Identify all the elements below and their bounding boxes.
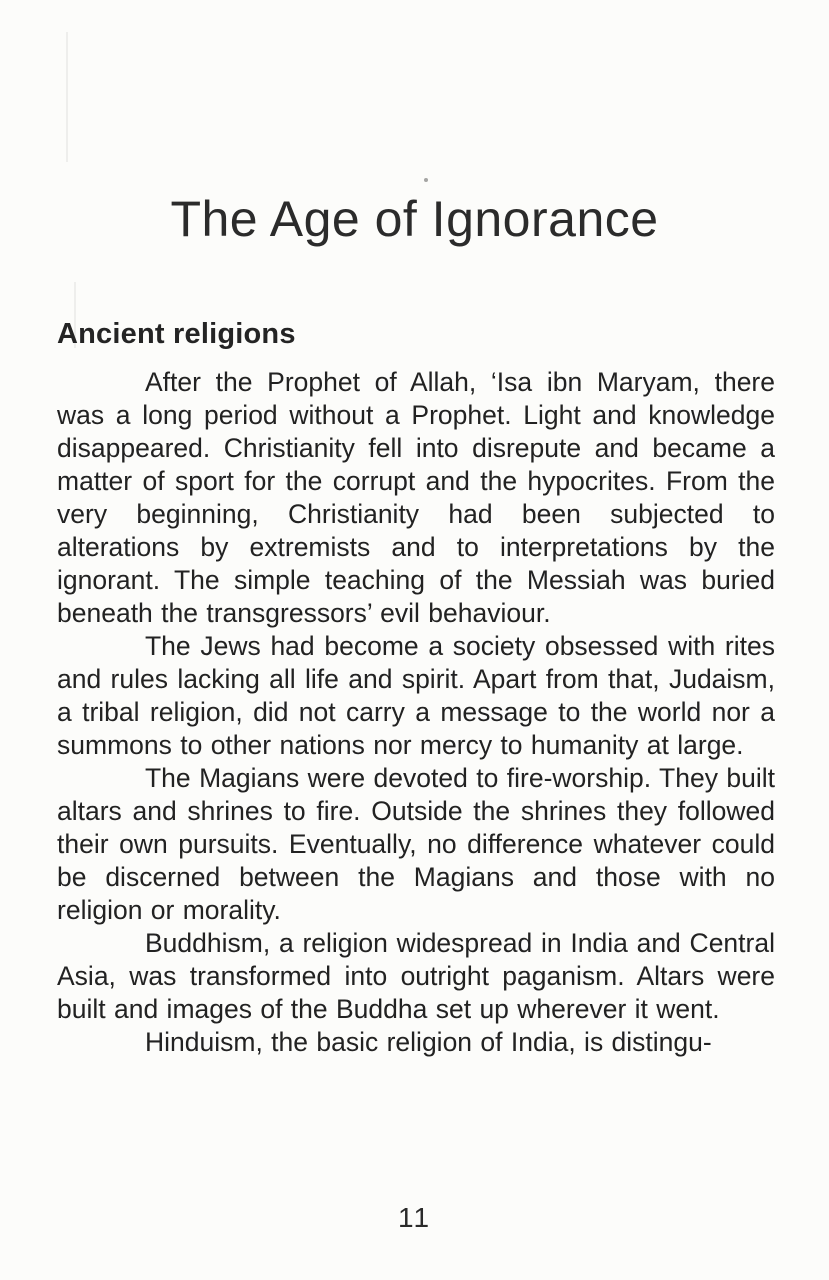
paragraph: Hinduism, the basic religion of India, is distingu- (145, 1027, 712, 1057)
page-number: 11 (397, 1202, 432, 1233)
section-heading: Ancient religions (57, 318, 296, 350)
paragraph: The Magians were devoted to fire-worship. They built altars and shrines to fire. Outside the shrines they followed their own pursuits. Eventually, no difference whatever could be discerned between the Magians and those with no religion or morality. (57, 763, 775, 925)
chapter-title: The Age of Ignorance (170, 191, 659, 247)
scan-artifact (424, 178, 428, 182)
paragraph: After the Prophet of Allah, ‘Isa ibn Maryam, there was a long period without a Prophet. Light and knowledge disappeared. Christianity fell into disrepute and became a matter of sport for the corrupt and the hypocrites. From the very beginning, Christianity had been subjected to alterations by extremists and to interpretations by the ignorant. The simple teaching of the Messiah was buried beneath the transgressors’ evil behaviour. (57, 367, 775, 628)
scan-artifact (66, 32, 68, 162)
paragraph: The Jews had become a society obsessed with rites and rules lacking all life and spirit. Apart from that, Judaism, a tribal religion, did not carry a message to the world nor a summons to other nations nor mercy to humanity at large. (57, 631, 775, 760)
body-text (57, 366, 775, 1059)
paragraph: Buddhism, a religion widespread in India and Central Asia, was transformed into outright paganism. Altars were built and images of the Buddha set up wherever it went. (57, 928, 775, 1024)
